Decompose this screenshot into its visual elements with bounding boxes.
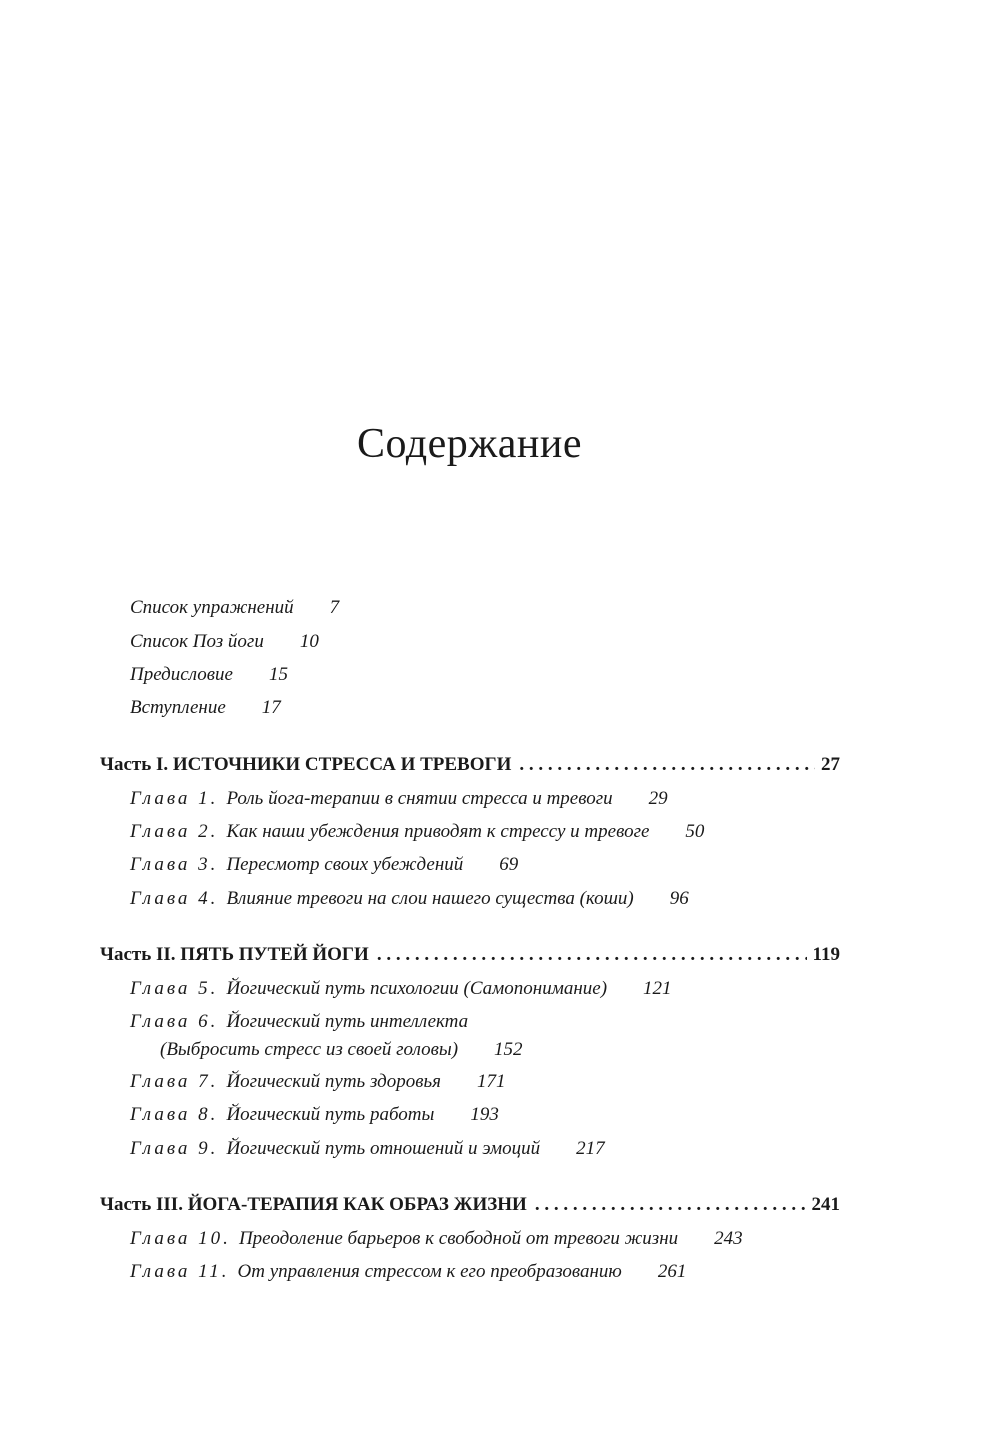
chapter-number: Глава 10. bbox=[130, 1228, 231, 1249]
dot-leader bbox=[535, 1194, 806, 1216]
part-label: Часть I. ИСТОЧНИКИ СТРЕССА И ТРЕВОГИ bbox=[100, 754, 512, 775]
part-label: Часть II. ПЯТЬ ПУТЕЙ ЙОГИ bbox=[100, 944, 369, 965]
toc-chapter-3[interactable] bbox=[130, 854, 518, 876]
toc-chapter-2[interactable] bbox=[130, 821, 704, 843]
part-page: 241 bbox=[811, 1194, 840, 1215]
chapter-page: 50 bbox=[685, 821, 705, 842]
chapter-page: 171 bbox=[476, 1071, 506, 1092]
chapter-number: Глава 2. bbox=[130, 821, 219, 842]
toc-item-page: 10 bbox=[299, 631, 319, 652]
chapter-page: 193 bbox=[470, 1104, 499, 1125]
page-title: Содержание bbox=[356, 421, 583, 467]
toc-item-label: Список Поз йоги bbox=[130, 631, 264, 652]
chapter-title: Влияние тревоги на слои нашего существа (коши) bbox=[226, 888, 634, 909]
chapter-subtitle: (Выбросить стресс из своей головы) bbox=[160, 1039, 459, 1060]
chapter-title: Пересмотр своих убеждений bbox=[226, 854, 464, 875]
chapter-title: Йогический путь здоровья bbox=[226, 1071, 441, 1092]
toc-item-page: 17 bbox=[261, 697, 281, 718]
toc-chapter-6[interactable] bbox=[130, 1011, 523, 1061]
toc-chapter-10[interactable] bbox=[130, 1228, 743, 1250]
toc-part-3[interactable] bbox=[100, 1194, 840, 1216]
chapter-page: 121 bbox=[643, 978, 672, 999]
chapter-number: Глава 4. bbox=[130, 888, 219, 909]
chapter-page: 152 bbox=[494, 1039, 523, 1060]
chapter-page: 217 bbox=[576, 1138, 605, 1159]
chapter-title-continuation bbox=[130, 1039, 523, 1061]
toc-chapter-5[interactable] bbox=[130, 978, 672, 1000]
chapter-page: 243 bbox=[714, 1228, 743, 1249]
toc-front-item[interactable] bbox=[130, 664, 288, 686]
dot-leader bbox=[377, 944, 807, 966]
chapter-number: Глава 7. bbox=[130, 1071, 219, 1092]
chapter-number: Глава 5. bbox=[130, 978, 219, 999]
dot-leader bbox=[519, 754, 815, 776]
chapter-title: Преодоление барьеров к свободной от тревоги жизни bbox=[238, 1228, 679, 1249]
chapter-number: Глава 8. bbox=[130, 1104, 219, 1125]
part-label: Часть III. ЙОГА-ТЕРАПИЯ КАК ОБРАЗ ЖИЗНИ bbox=[100, 1194, 527, 1215]
chapter-page: 29 bbox=[648, 788, 668, 809]
toc-item-page: 7 bbox=[329, 597, 340, 618]
chapter-page: 261 bbox=[657, 1261, 687, 1282]
toc-part-2[interactable] bbox=[100, 944, 840, 966]
chapter-number: Глава 6. bbox=[130, 1011, 219, 1032]
toc-item-label: Вступление bbox=[130, 697, 226, 718]
part-page: 119 bbox=[812, 944, 840, 965]
chapter-title: От управления стрессом к его преобразованию bbox=[237, 1261, 622, 1282]
chapter-number: Глава 1. bbox=[130, 788, 219, 809]
toc-item-label: Список упражнений bbox=[130, 597, 294, 618]
chapter-title: Йогический путь психологии (Самопонимание) bbox=[226, 978, 608, 999]
chapter-title: Йогический путь интеллекта bbox=[226, 1011, 469, 1032]
toc-chapter-8[interactable] bbox=[130, 1104, 499, 1126]
chapter-title: Йогический путь отношений и эмоций bbox=[226, 1138, 541, 1159]
chapter-number: Глава 11. bbox=[130, 1261, 230, 1282]
toc-front-item[interactable] bbox=[130, 597, 339, 619]
chapter-page: 96 bbox=[669, 888, 689, 909]
toc-item-label: Предисловие bbox=[130, 664, 233, 685]
toc-item-page: 15 bbox=[268, 664, 288, 685]
chapter-title: Йогический путь работы bbox=[226, 1104, 435, 1125]
chapter-number: Глава 3. bbox=[130, 854, 219, 875]
toc-front-item[interactable] bbox=[130, 631, 319, 653]
toc-chapter-1[interactable] bbox=[130, 788, 668, 810]
toc-part-1[interactable] bbox=[100, 754, 840, 776]
chapter-title: Роль йога-терапии в снятии стресса и тревоги bbox=[226, 788, 613, 809]
toc-chapter-7[interactable] bbox=[130, 1071, 505, 1093]
chapter-title: Как наши убеждения приводят к стрессу и тревоге bbox=[226, 821, 650, 842]
toc-front-item[interactable] bbox=[130, 697, 281, 719]
toc-chapter-4[interactable] bbox=[130, 888, 689, 910]
chapter-number: Глава 9. bbox=[130, 1138, 219, 1159]
part-page: 27 bbox=[821, 754, 840, 775]
toc-chapter-11[interactable] bbox=[130, 1261, 686, 1283]
toc-chapter-9[interactable] bbox=[130, 1138, 605, 1160]
chapter-page: 69 bbox=[499, 854, 519, 875]
